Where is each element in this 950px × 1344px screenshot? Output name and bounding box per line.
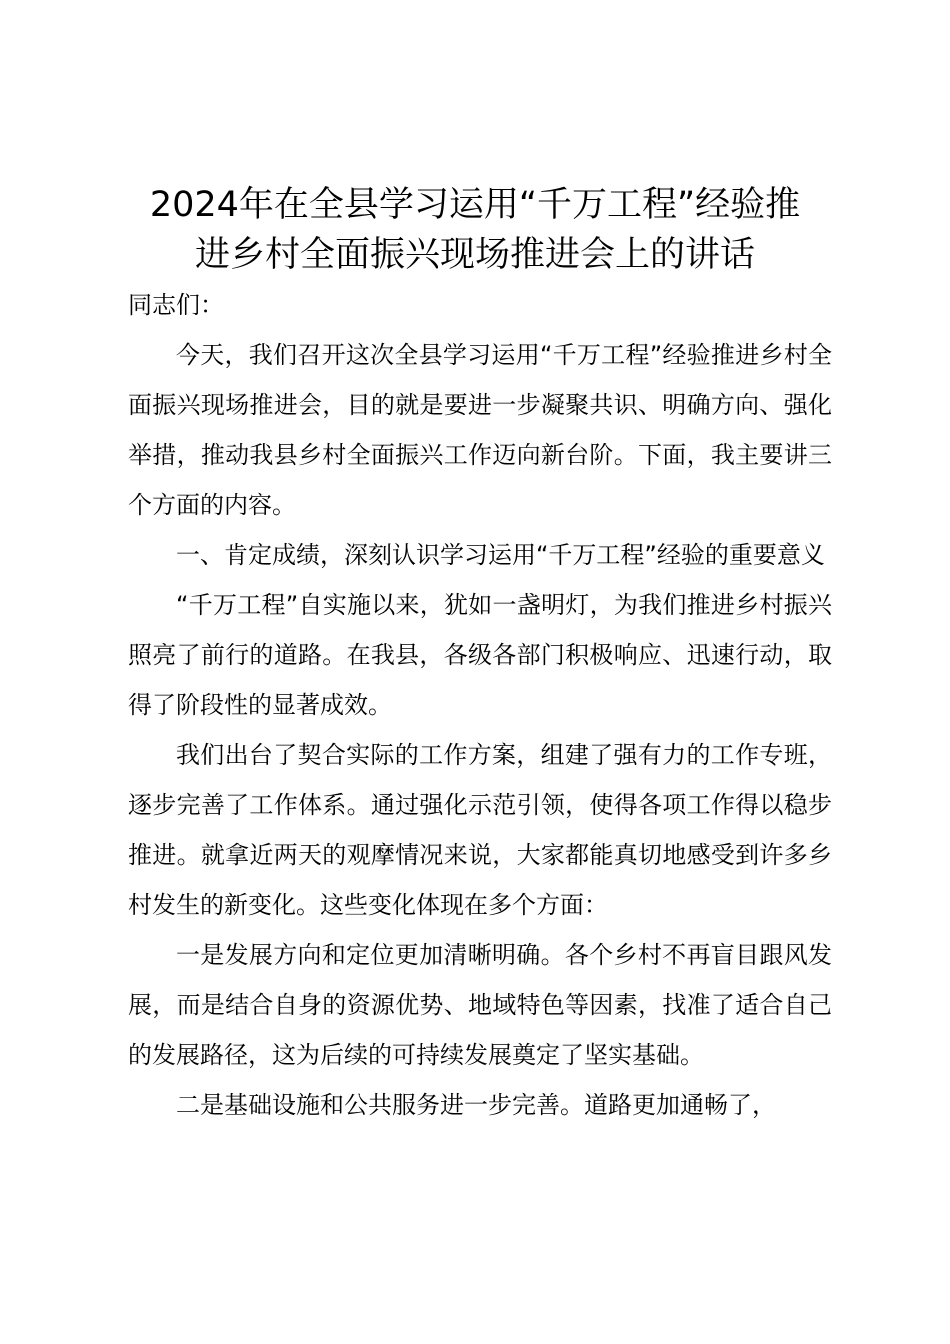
paragraph-point-1: 一是发展方向和定位更加清晰明确。各个乡村不再盲目跟风发展，而是结合自身的资源优势、地域特色等因素，找准了适合自己的发展路径，这为后续的可持续发展奠定了坚实基础。 — [128, 941, 832, 1069]
section-heading-1: 一、肯定成绩，深刻认识学习运用“千万工程”经验的重要意义 — [176, 541, 825, 569]
salutation: 同志们： — [128, 291, 224, 319]
paragraph-point-2: 二是基础设施和公共服务进一步完善。道路更加通畅了， — [176, 1091, 776, 1119]
paragraph-intro: 今天，我们召开这次全县学习运用“千万工程”经验推进乡村全面振兴现场推进会，目的就是要进一步凝聚共识、明确方向、强化举措，推动我县乡村全面振兴工作迈向新台阶。下面，我主要讲三个方面的内容。 — [128, 341, 832, 519]
title-line-1: 2024年在全县学习运用“千万工程”经验推 — [149, 185, 801, 225]
paragraph-work-plan: 我们出台了契合实际的工作方案，组建了强有力的工作专班，逐步完善了工作体系。通过强化示范引领，使得各项工作得以稳步推进。就拿近两天的观摩情况来说，大家都能真切地感受到许多乡村发生的新变化。这些变化体现在多个方面： — [128, 741, 832, 919]
title-line-2: 进乡村全面振兴现场推进会上的讲话 — [194, 235, 755, 275]
paragraph-qianwan: “千万工程”自实施以来，犹如一盏明灯，为我们推进乡村振兴照亮了前行的道路。在我县，各级各部门积极响应、迅速行动，取得了阶段性的显著成效。 — [128, 591, 832, 719]
document-title — [110, 180, 840, 280]
document-body — [128, 280, 832, 1130]
